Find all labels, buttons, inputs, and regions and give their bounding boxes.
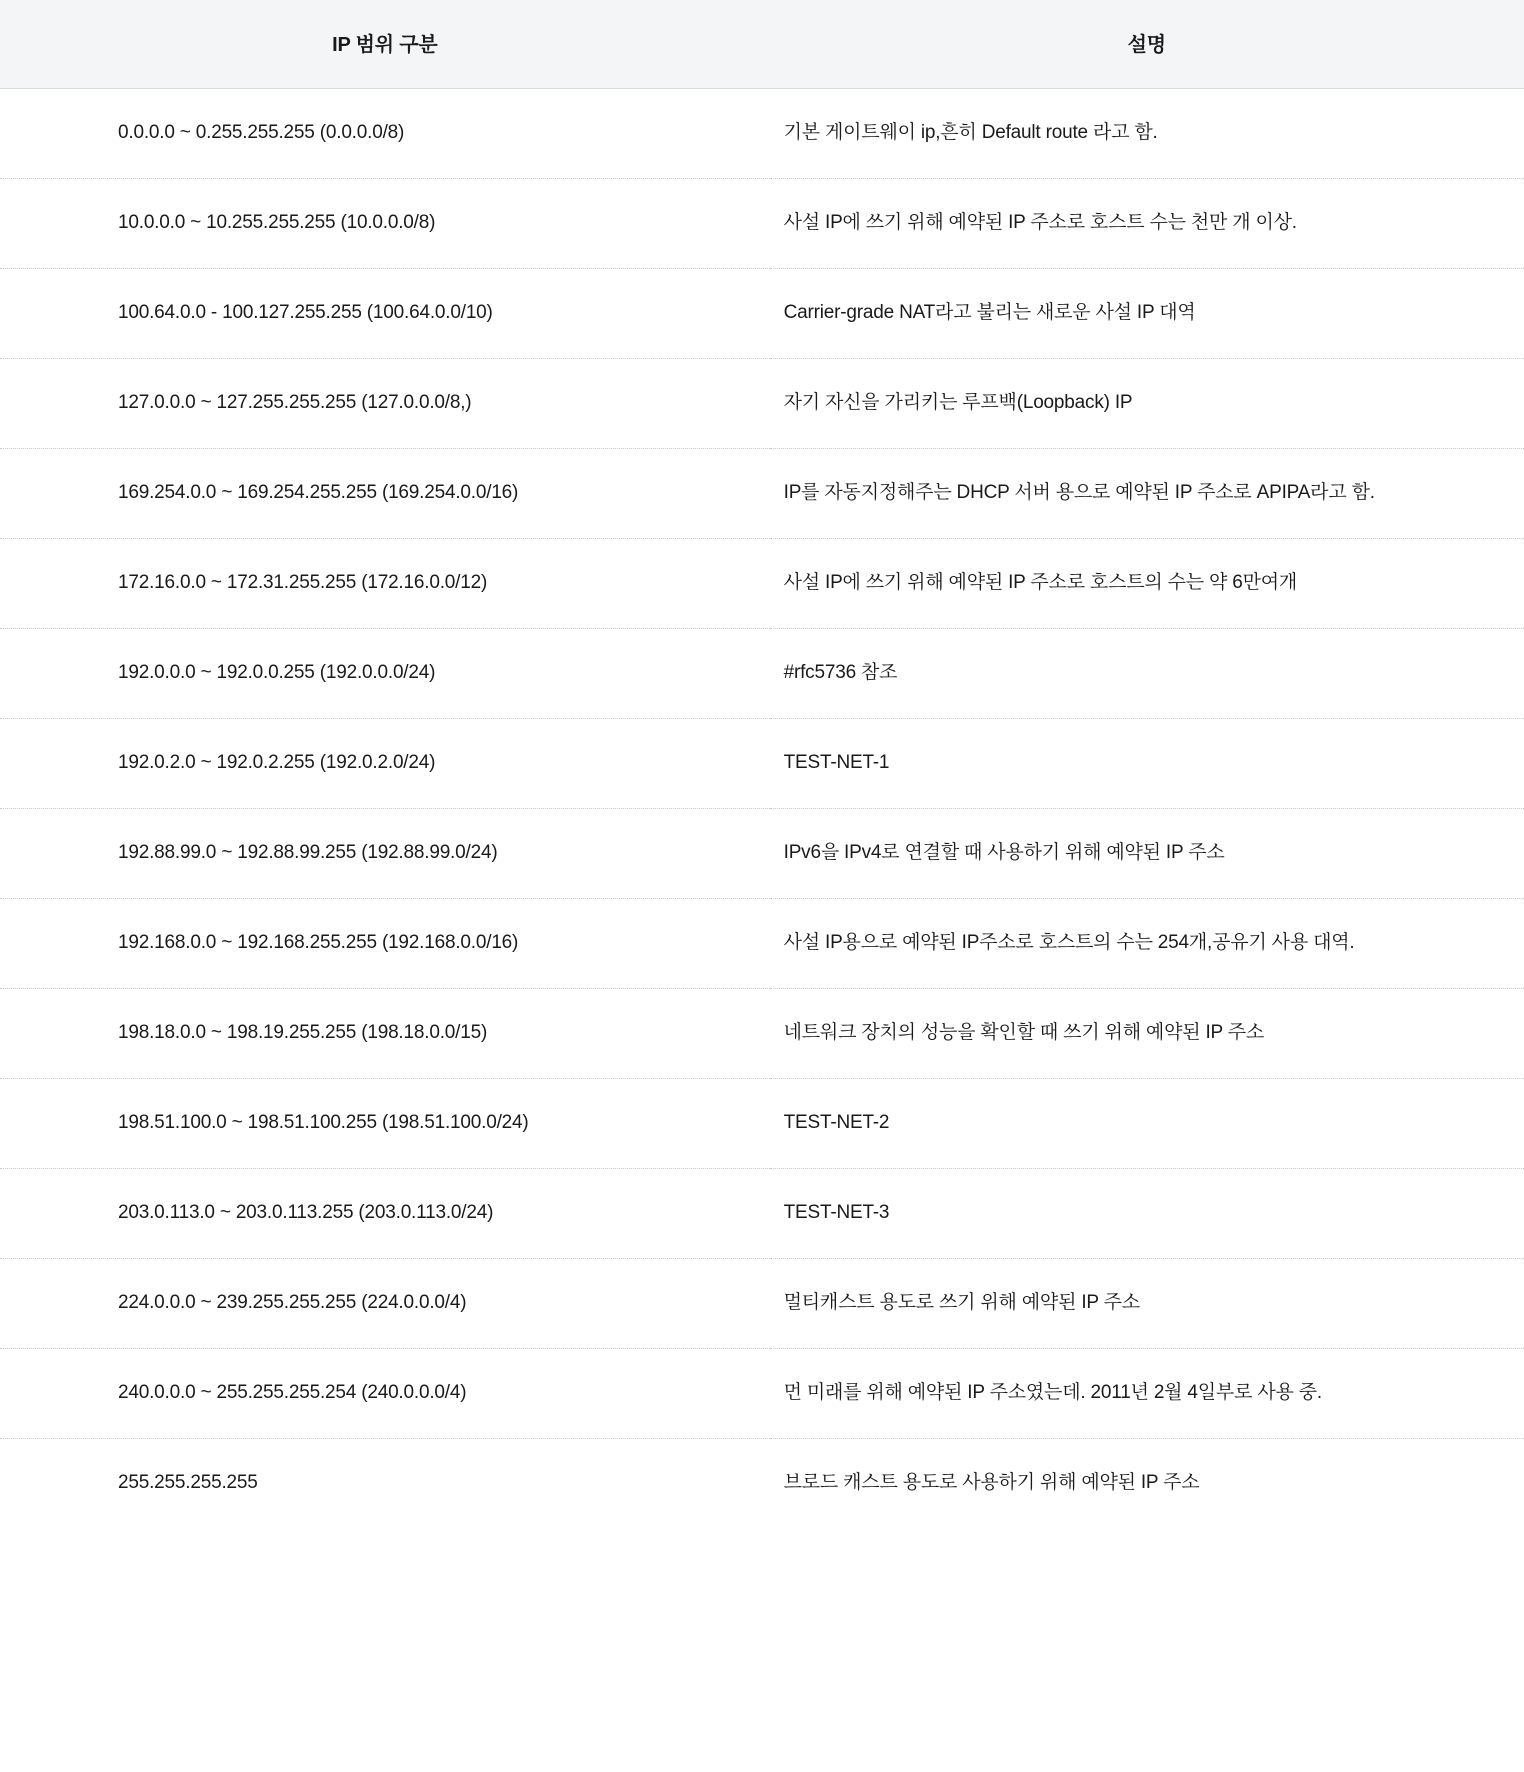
cell-description: 사설 IP에 쓰기 위해 예약된 IP 주소로 호스트의 수는 약 6만여개	[770, 538, 1524, 628]
table-header	[0, 0, 1524, 88]
cell-ip-range: 192.0.0.0 ~ 192.0.0.255 (192.0.0.0/24)	[0, 628, 770, 718]
table-row	[0, 898, 1524, 988]
table-row	[0, 538, 1524, 628]
cell-description: IPv6을 IPv4로 연결할 때 사용하기 위해 예약된 IP 주소	[770, 808, 1524, 898]
cell-description: IP를 자동지정해주는 DHCP 서버 용으로 예약된 IP 주소로 APIPA라고 함.	[770, 448, 1524, 538]
cell-ip-range: 255.255.255.255	[118, 1472, 258, 1493]
cell-description: TEST-NET-1	[770, 718, 1524, 808]
cell-description: #rfc5736 참조	[770, 628, 1524, 718]
table-row	[0, 358, 1524, 448]
cell-description: 브로드 캐스트 용도로 사용하기 위해 예약된 IP 주소	[783, 1472, 1200, 1493]
table-row	[0, 988, 1524, 1078]
cell-ip-range: 192.168.0.0 ~ 192.168.255.255 (192.168.0.0/16)	[0, 898, 770, 988]
cell-ip-range: 169.254.0.0 ~ 169.254.255.255 (169.254.0.0/16)	[0, 448, 770, 538]
table-row	[0, 1438, 1524, 1528]
cell-description: 네트워크 장치의 성능을 확인할 때 쓰기 위해 예약된 IP 주소	[770, 988, 1524, 1078]
table-row	[0, 448, 1524, 538]
cell-description: Carrier-grade NAT라고 불리는 새로운 사설 IP 대역	[770, 268, 1524, 358]
cell-description: 먼 미래를 위해 예약된 IP 주소였는데. 2011년 2월 4일부로 사용 중.	[770, 1348, 1524, 1438]
table-row	[0, 1168, 1524, 1258]
cell-ip-range: 224.0.0.0 ~ 239.255.255.255 (224.0.0.0/4)	[0, 1258, 770, 1348]
table-row	[0, 808, 1524, 898]
table-row	[0, 1258, 1524, 1348]
cell-description: TEST-NET-3	[770, 1168, 1524, 1258]
table-row	[0, 88, 1524, 178]
cell-ip-range: 10.0.0.0 ~ 10.255.255.255 (10.0.0.0/8)	[0, 178, 770, 268]
cell-ip-range: 198.51.100.0 ~ 198.51.100.255 (198.51.100.0/24)	[0, 1078, 770, 1168]
cell-ip-range: 192.0.2.0 ~ 192.0.2.255 (192.0.2.0/24)	[0, 718, 770, 808]
table-body	[0, 88, 1524, 1528]
table-row	[0, 1078, 1524, 1168]
cell-description: 멀티캐스트 용도로 쓰기 위해 예약된 IP 주소	[770, 1258, 1524, 1348]
table-row	[0, 268, 1524, 358]
cell-ip-range: 172.16.0.0 ~ 172.31.255.255 (172.16.0.0/12)	[0, 538, 770, 628]
table-row	[0, 178, 1524, 268]
cell-ip-range: 192.88.99.0 ~ 192.88.99.255 (192.88.99.0/24)	[0, 808, 770, 898]
cell-description: TEST-NET-2	[770, 1078, 1524, 1168]
cell-description: 자기 자신을 가리키는 루프백(Loopback) IP	[770, 358, 1524, 448]
cell-ip-range: 203.0.113.0 ~ 203.0.113.255 (203.0.113.0/24)	[0, 1168, 770, 1258]
table-row	[0, 1348, 1524, 1438]
table-row	[0, 718, 1524, 808]
cell-ip-range: 198.18.0.0 ~ 198.19.255.255 (198.18.0.0/15)	[0, 988, 770, 1078]
table-row	[0, 628, 1524, 718]
cell-description: 기본 게이트웨이 ip,흔히 Default route 라고 함.	[770, 88, 1524, 178]
cell-description: 사설 IP용으로 예약된 IP주소로 호스트의 수는 254개,공유기 사용 대역.	[770, 898, 1524, 988]
cell-ip-range: 240.0.0.0 ~ 255.255.255.254 (240.0.0.0/4)	[0, 1348, 770, 1438]
cell-ip-range: 0.0.0.0 ~ 0.255.255.255 (0.0.0.0/8)	[0, 88, 770, 178]
column-header-description: 설명	[770, 0, 1524, 88]
cell-ip-range: 100.64.0.0 - 100.127.255.255 (100.64.0.0/10)	[0, 268, 770, 358]
table-header-row	[0, 0, 1524, 88]
cell-ip-range: 127.0.0.0 ~ 127.255.255.255 (127.0.0.0/8,)	[0, 358, 770, 448]
column-header-ip-range: IP 범위 구분	[0, 0, 770, 88]
cell-description: 사설 IP에 쓰기 위해 예약된 IP 주소로 호스트 수는 천만 개 이상.	[770, 178, 1524, 268]
